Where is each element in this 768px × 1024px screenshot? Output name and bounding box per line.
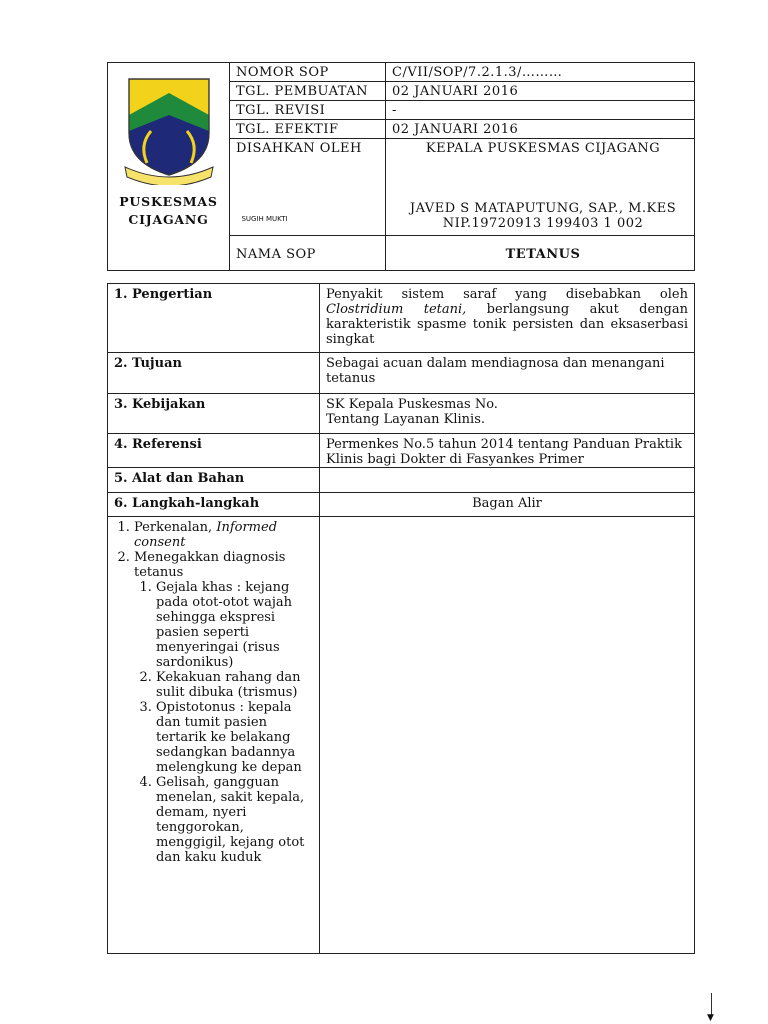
section-tujuan-heading: 2. Tujuan <box>108 353 320 394</box>
approver-title: KEPALA PUSKESMAS CIJAGANG <box>425 141 661 156</box>
sop-header-table <box>107 62 695 271</box>
flowchart-cell <box>320 517 695 954</box>
sub-step-item: 1. Gejala khas : kejang pada otot-otot wajah sehingga ekspresi pasien seperti menyeringai (risus sardonikus) <box>156 580 313 670</box>
steps-list <box>112 520 313 865</box>
approval-block <box>386 139 695 236</box>
tgl-efektif-label: TGL. EFEKTIF <box>230 120 386 139</box>
step-item: 1. Perkenalan, Informed consent <box>134 520 313 550</box>
sop-content-table <box>107 283 695 954</box>
section-referensi-heading: 4. Referensi <box>108 434 320 468</box>
section-tujuan-text: Sebagai acuan dalam mendiagnosa dan menangani tetanus <box>320 353 695 394</box>
nama-sop-label: NAMA SOP <box>230 236 386 271</box>
steps-list-cell <box>108 517 320 954</box>
section-langkah-heading: 6. Langkah-langkah <box>108 493 320 517</box>
org-name: PUSKESMAS CIJAGANG <box>119 194 218 227</box>
tgl-efektif-value: 02 JANUARI 2016 <box>386 120 695 139</box>
arrow-down-icon: ▼ <box>707 1013 714 1023</box>
tgl-revisi-label: TGL. REVISI <box>230 101 386 120</box>
section-pengertian-text: Penyakit sistem saraf yang disebabkan oleh Clostridium tetani, berlangsung akut dengan karakteristik spasme tonik persisten dan eksaserbasi singkat <box>320 284 695 353</box>
logo-motto: SUGIH MUKTI <box>241 214 288 223</box>
tgl-revisi-value: - <box>386 101 695 120</box>
section-referensi-text: Permenkes No.5 tahun 2014 tentang Panduan Praktik Klinis bagi Dokter di Fasyankes Primer <box>320 434 695 468</box>
tgl-pembuatan-label: TGL. PEMBUATAN <box>230 82 386 101</box>
puskesmas-logo-icon <box>119 75 219 185</box>
disahkan-oleh-label: DISAHKAN OLEH <box>230 139 386 236</box>
sub-step-item: 2. Kekakuan rahang dan sulit dibuka (trismus) <box>156 670 313 700</box>
section-alat-bahan-heading: 5. Alat dan Bahan <box>108 468 320 493</box>
nomor-sop-label: NOMOR SOP <box>230 63 386 82</box>
sub-step-item: 4. Gelisah, gangguan menelan, sakit kepala, demam, nyeri tenggorokan, menggigil, kejang otot dan kaku kuduk <box>156 775 313 865</box>
section-kebijakan-text: SK Kepala Puskesmas No. Tentang Layanan Klinis. <box>320 394 695 434</box>
step-item: 2. Menegakkan diagnosis tetanus 1. Gejala khas : kejang pada otot-otot wajah sehingga ekspresi pasien seperti menyeringai (risus sardonikus) 2. Kekakuan rahang dan sulit dibuka (trismus) 3. Opistotonus : kepala dan tumit pasien tertarik ke belakang sedangkan badannya melengkung ke depan 4. Gelisah, gangguan menelan, sakit kepala, demam, nyeri tenggorokan, menggigil, kejang otot dan kaku kuduk <box>134 550 313 865</box>
tgl-pembuatan-value: 02 JANUARI 2016 <box>386 82 695 101</box>
sub-step-item: 3. Opistotonus : kepala dan tumit pasien tertarik ke belakang sedangkan badannya melengkung ke depan <box>156 700 313 775</box>
section-alat-bahan-text <box>320 468 695 493</box>
approver-nip: NIP.19720913 199403 1 002 <box>442 216 644 231</box>
nama-sop-value: TETANUS <box>386 236 695 271</box>
approver-name: JAVED S MATAPUTUNG, SAP., M.KES <box>409 201 677 216</box>
diagnosis-sublist <box>134 580 313 865</box>
nomor-sop-value: C/VII/SOP/7.2.1.3/……… <box>386 63 695 82</box>
section-pengertian-heading: 1. Pengertian <box>108 284 320 353</box>
text-cursor-line <box>711 993 712 1015</box>
section-kebijakan-heading: 3. Kebijakan <box>108 394 320 434</box>
bagan-alir-heading: Bagan Alir <box>320 493 695 517</box>
